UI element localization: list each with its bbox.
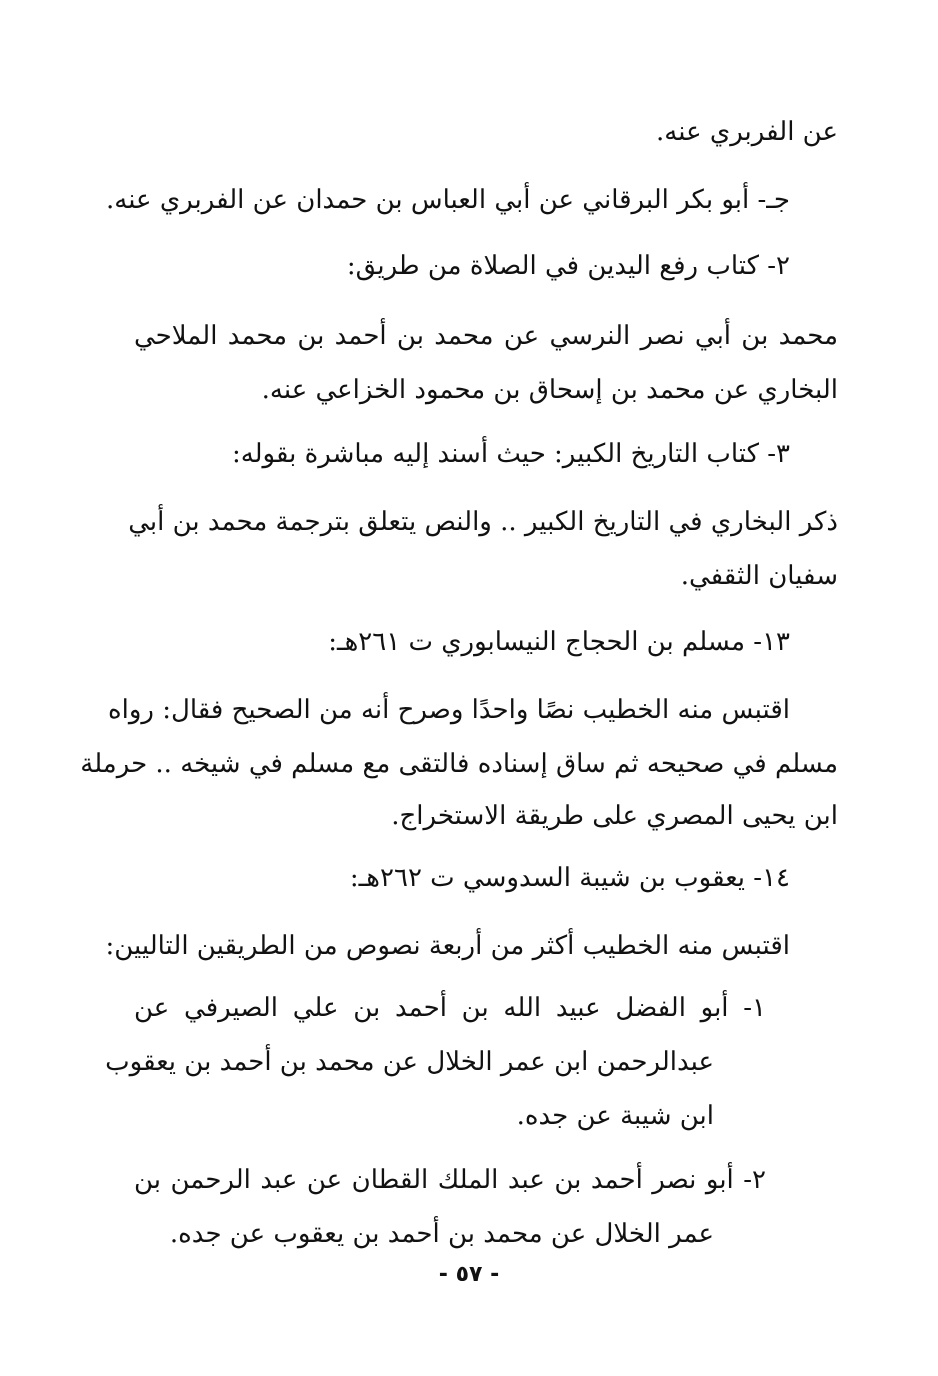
section-heading: ٣- كتاب التاريخ الكبير: حيث أسند إليه مباشرة بقوله: <box>231 439 790 469</box>
text-line: جـ- أبو بكر البرقاني عن أبي العباس بن حمدان عن الفربري عنه. <box>106 185 790 215</box>
text-line: محمد بن أبي نصر النرسي عن محمد بن أحمد بن محمد الملاحي <box>134 321 838 351</box>
text-line: سفيان الثقفي. <box>680 561 838 591</box>
text-line: ابن يحيى المصري على طريقة الاستخراج. <box>391 801 838 831</box>
text-line: عن الفربري عنه. <box>656 117 838 147</box>
section-heading: ٢- كتاب رفع اليدين في الصلاة من طريق: <box>346 251 790 281</box>
text-line: ذكر البخاري في التاريخ الكبير .. والنص يتعلق بترجمة محمد بن أبي <box>128 507 838 537</box>
text-line: مسلم في صحيحه ثم ساق إسناده فالتقى مع مسلم في شيخه .. حرملة <box>80 749 838 779</box>
list-item-line: ١- أبو الفضل عبيد الله بن أحمد بن علي الصيرفي عن <box>134 993 766 1023</box>
section-heading: ١٣- مسلم بن الحجاج النيسابوري ت ٢٦١هـ: <box>328 627 790 657</box>
text-line: البخاري عن محمد بن إسحاق بن محمود الخزاعي عنه. <box>261 375 838 405</box>
list-item-line: ٢- أبو نصر أحمد بن عبد الملك القطان عن عبد الرحمن بن <box>134 1165 766 1195</box>
list-item-line: عبدالرحمن ابن عمر الخلال عن محمد بن أحمد بن يعقوب <box>105 1047 714 1077</box>
list-item-line: عمر الخلال عن محمد بن أحمد بن يعقوب عن جده. <box>169 1219 714 1249</box>
page-number: - ٥٧ - <box>438 1262 500 1287</box>
section-heading: ١٤- يعقوب بن شيبة السدوسي ت ٢٦٢هـ: <box>349 863 790 893</box>
list-item-line: ابن شيبة عن جده. <box>516 1101 714 1131</box>
text-line: اقتبس منه الخطيب أكثر من أربعة نصوص من الطريقين التاليين: <box>105 931 790 961</box>
text-line: اقتبس منه الخطيب نصًا واحدًا وصرح أنه من الصحيح فقال: رواه <box>107 695 790 725</box>
